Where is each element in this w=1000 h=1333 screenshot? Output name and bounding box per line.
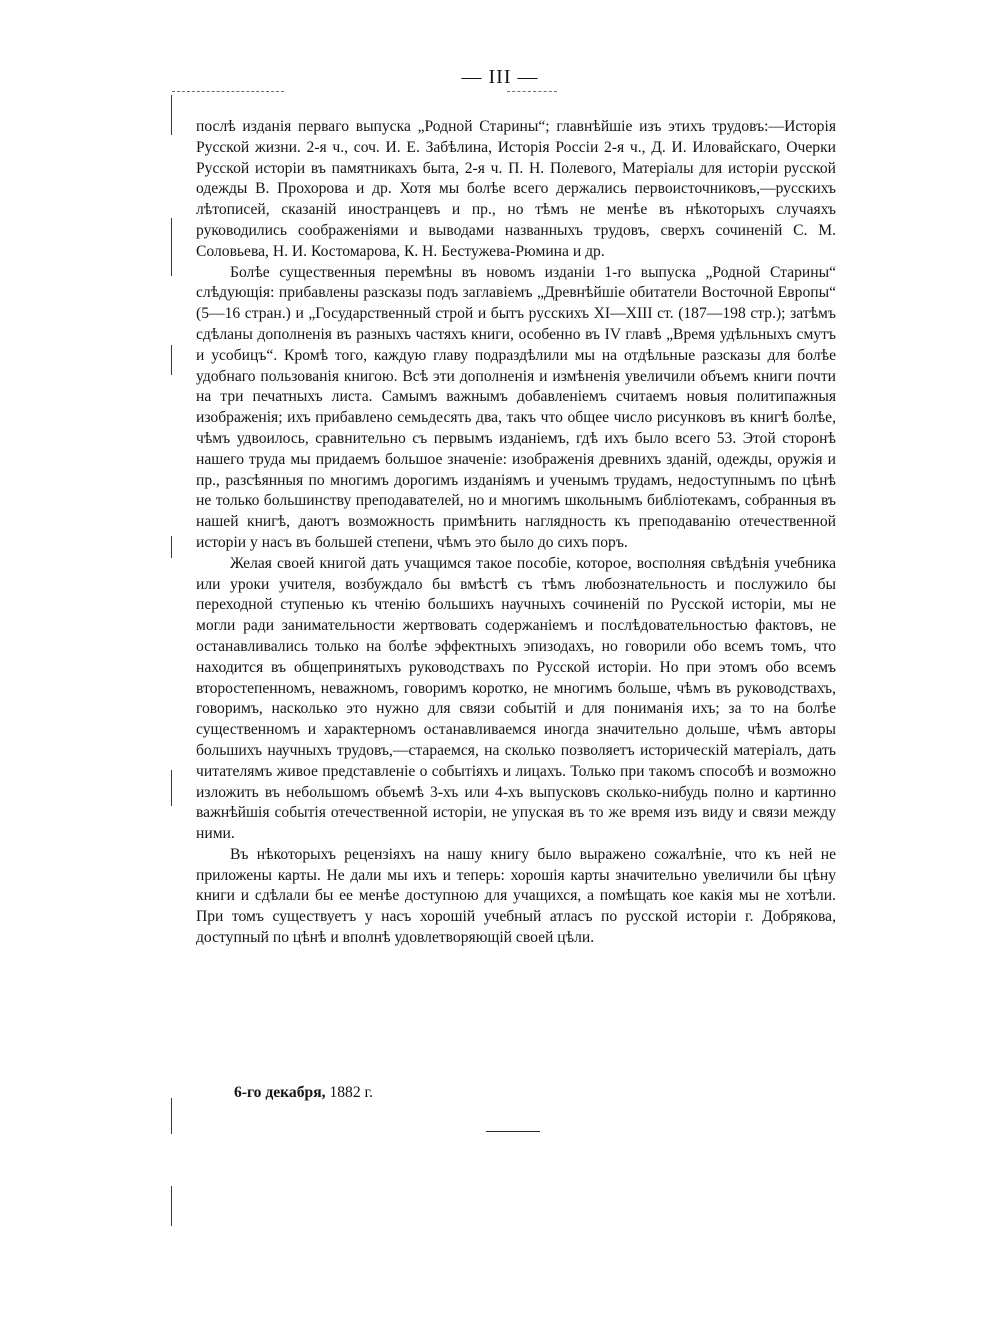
margin-mark — [171, 345, 172, 375]
margin-mark — [171, 1098, 172, 1134]
paragraph: Въ нѣкоторыхъ рецензіяхъ на нашу книгу было выражено сожалѣніе, что къ ней не приложены карты. Не дали мы ихъ и теперь: хорошія карты значительно увеличили бы цѣну книги и сдѣлали бы ее менѣе доступною для учащихся, а помѣщать кое какія мы не хотѣли. При томъ существуетъ у насъ хорошій учебный атласъ по русской исторіи г. Добрякова, доступный по цѣнѣ и вполнѣ удовлетворяющій своей цѣли. — [196, 845, 836, 947]
date-day: 6-го декабря, — [234, 1084, 326, 1101]
body-text — [196, 117, 836, 949]
margin-mark — [171, 95, 172, 135]
date-line — [234, 1084, 373, 1102]
margin-mark — [171, 536, 172, 558]
paragraph: Желая своей книгой дать учащимся такое пособіе, которое, восполняя свѣдѣнія учебника или уроки учителя, возбуждало бы вмѣстѣ съ тѣмъ любознательность и послужило бы переходной ступенью къ чтенію большихъ научныхъ сочиненій по Русской исторіи, мы не могли ради занимательности жертвовать содержаніемъ и послѣдовательностью фактовъ, не останавливались только на болѣе эффектныхъ эпизодахъ, но говорили обо всемъ томъ, что находится въ общепринятыхъ руководствахъ по Русской исторіи. Но при этомъ обо всемъ второстепенномъ, неважномъ, говоримъ коротко, не многимъ больше, чѣмъ въ руководствахъ, говоримъ, насколько это нужно для связи событій и для пониманія ихъ; за то на болѣе существенномъ и характерномъ останавливаемся иногда значительно дольше, чѣмъ авторы большихъ научныхъ трудовъ,—стараемся, на сколько позволяетъ историческій матеріалъ, дать читателямъ живое представленіе о событіяхъ и лицахъ. Только при такомъ способѣ и возможно изложить въ небольшомъ объемѣ 3-хъ или 4-хъ выпусковъ сколько-нибудь полно и картинно важнѣйшія событія отечественной исторіи, не упуская въ то же время изъ виду и связи между ними. — [196, 554, 836, 843]
margin-mark — [171, 770, 172, 806]
paragraph: послѣ изданія перваго выпуска „Родной Старины“; главнѣйшіе изъ этихъ трудовъ:—Исторія Русской жизни. 2-я ч., соч. И. Е. Забѣлина, Исторія Россіи 2-я ч., Д. И. Иловайскаго, Очерки Русской исторіи въ памятникахъ быта, 2-я ч. П. Н. Полевого, Матеріалы для исторіи русской одежды В. Прохорова и др. Хотя мы болѣе всего держались первоисточниковъ,—русскихъ лѣтописей, сказаній иностранцевъ и пр., но тѣмъ не менѣе въ нѣкоторыхъ случаяхъ руководились соображеніями и выводами названныхъ трудовъ, сверхъ сочиненій С. М. Соловьева, Н. И. Костомарова, К. Н. Бестужева-Рюмина и др. — [196, 118, 836, 260]
footer-rule — [486, 1131, 540, 1132]
margin-mark — [171, 218, 172, 276]
page-number: — III — — [461, 66, 539, 88]
date-year: 1882 г. — [329, 1084, 374, 1101]
margin-mark — [171, 1186, 172, 1226]
paragraph: Болѣе существенныя перемѣны въ новомъ изданіи 1-го выпуска „Родной Старины“ слѣдующія: прибавлены разсказы подъ заглавіемъ „Древнѣйшіе обитатели Восточной Европы“ (5—16 стран.) и „Государственный строй и бытъ русскихъ XI—XIII ст. (187—198 стр.); затѣмъ сдѣланы дополненія въ разныхъ частяхъ книги, особенно въ IV главѣ „Время удѣльныхъ смутъ и усобицъ“. Кромѣ того, каждую главу подраздѣлили мы на отдѣльные разсказы для болѣе удобнаго пользованія книгою. Всѣ эти дополненія и измѣненія увеличили объемъ книги почти на три печатныхъ листа. Самымъ важнымъ добавленіемъ считаемъ новыя политипажныя изображенія; ихъ прибавлено семьдесять два, такъ что общее число рисунковъ въ книгѣ болѣе, чѣмъ удвоилось, сравнительно съ первымъ изданіемъ, гдѣ ихъ было всего 53. Этой сторонѣ нашего труда мы придаемъ большое значеніе: изображенія древнихъ зданій, одежды, оружія и пр., разсѣянныя по многимъ дорогимъ изданіямъ и ученымъ трудамъ, недоступнымъ по цѣнѣ не только большинству преподавателей, но и многимъ школьнымъ библіотекамъ, собранныя въ нашей книгѣ, даютъ возможность примѣнить наглядность къ преподаванію отечественной исторіи у насъ въ большей степени, чѣмъ это было до сихъ поръ. — [196, 263, 836, 551]
header-rule-right — [507, 91, 557, 92]
header-rule-left — [172, 91, 284, 92]
